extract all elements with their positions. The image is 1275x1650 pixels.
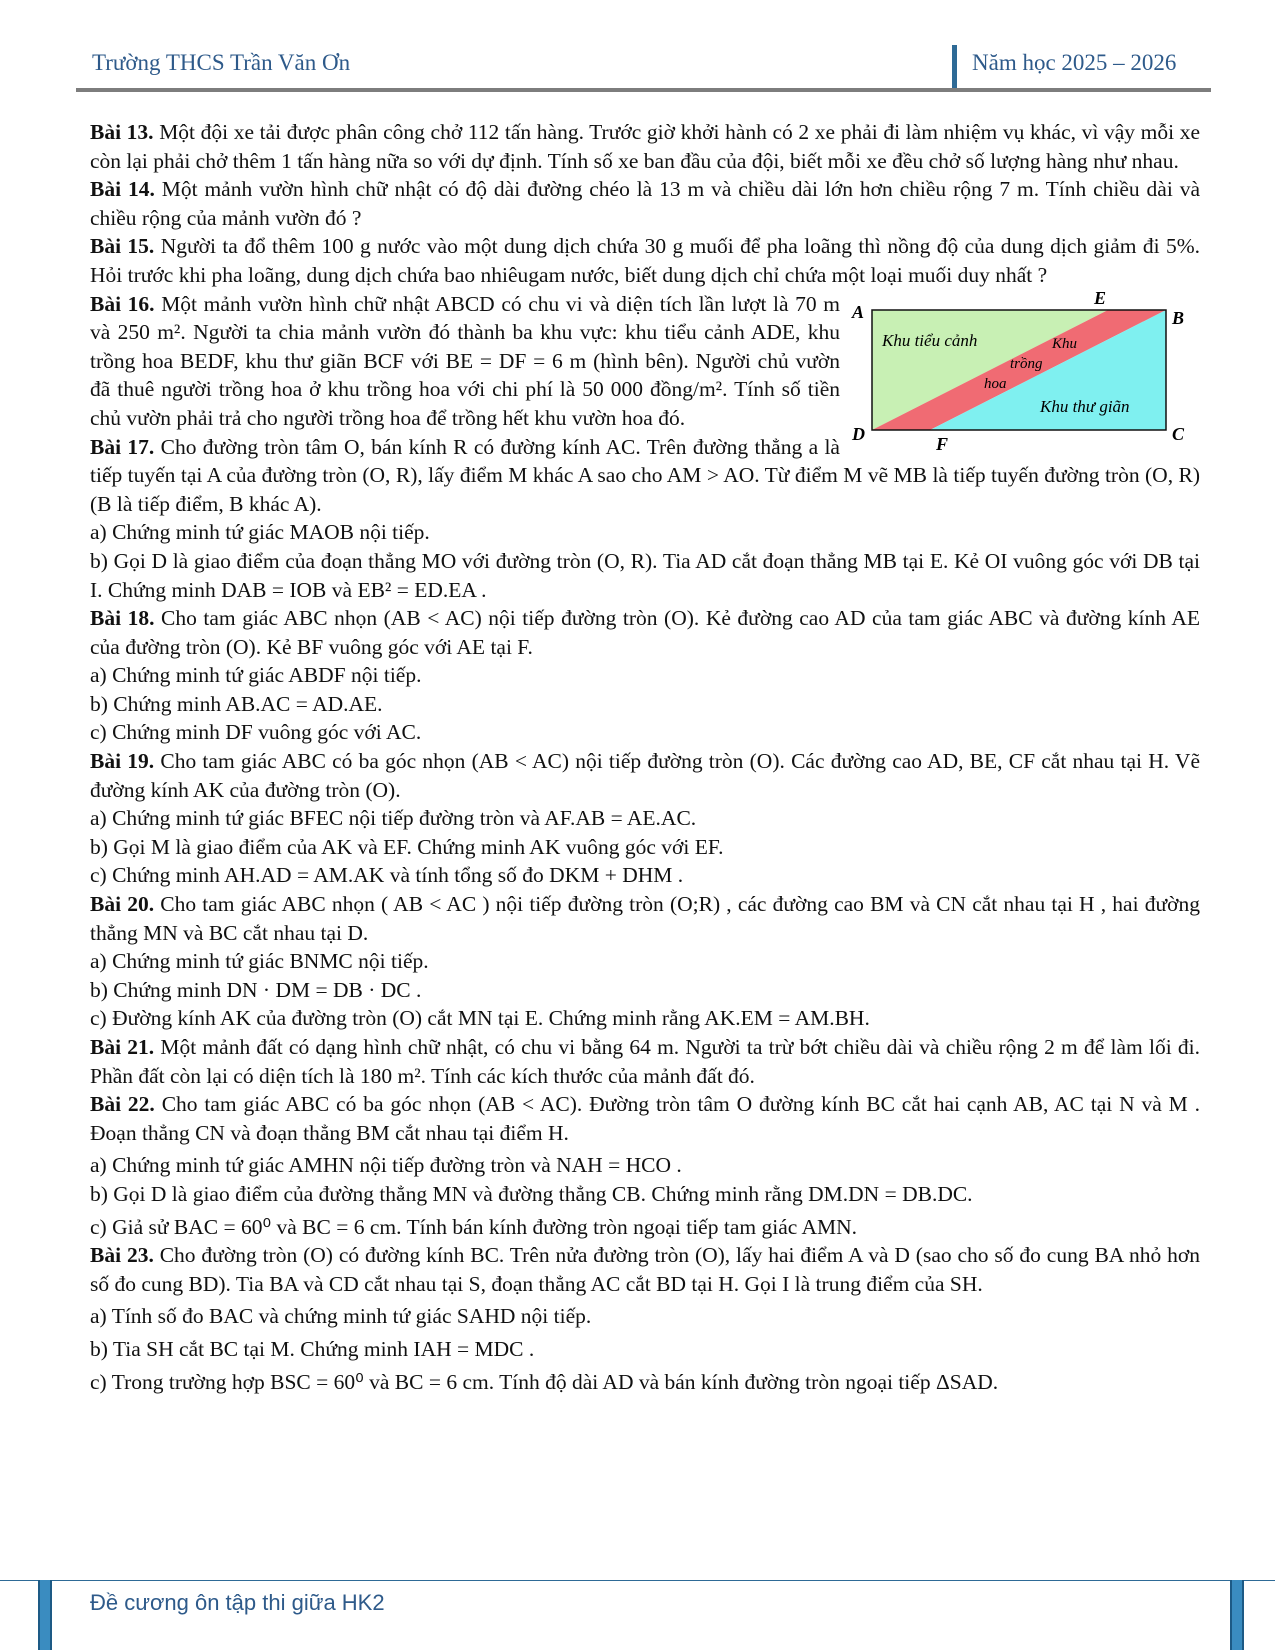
problem-label: Bài 15. [90,234,155,259]
zone-label-thu-gian: Khu thư giãn [1040,396,1130,416]
problem-text: Một mảnh vườn hình chữ nhật có độ dài đường chéo là 13 m và chiều dài lớn hơn chiều rộng 7 m. Tính chiều dài và chiều rộng của mảnh vườn đó ? [90,177,1200,230]
problem-18-b: b) Chứng minh AB.AC = AD.AE. [90,691,383,716]
problem-text: Người ta đổ thêm 100 g nước vào một dung dịch chứa 30 g muối để pha loãng thì nồng độ của dung dịch giảm đi 5%. Hỏi trước khi pha loãng, dung dịch chứa bao nhiêugam nước, biết dung dịch chỉ chứa một loại muối duy nhất ? [90,234,1201,287]
garden-figure [850,290,1200,460]
problem-19-a: a) Chứng minh tứ giác BFEC nội tiếp đường tròn và AF.AB = AE.AC. [90,806,697,831]
problem-15 [90,232,1200,289]
label-a: A [852,301,865,322]
problem-13 [90,118,1200,175]
school-year: Năm học 2025 – 2026 [972,50,1177,75]
problem-text: Cho tam giác ABC nhọn (AB < AC) nội tiếp đường tròn (O). Kẻ đường cao AD của tam giác ABC và đường kính AE của đường tròn (O). Kẻ BF vuông góc với AE tại F. [90,606,1200,659]
problem-17-a: a) Chứng minh tứ giác MAOB nội tiếp. [90,520,430,545]
zone-label-trong: trồng [1010,355,1043,372]
problem-text: Cho đường tròn (O) có đường kính BC. Trên nửa đường tròn (O), lấy hai điểm A và D (sao cho số đo cung BA nhỏ hơn số đo cung BD). Tia BA và CD cắt nhau tại S, đoạn thẳng AC cắt BD tại H. Gọi I là trung điểm của SH. [90,1243,1201,1296]
zone-label-khu: Khu [1052,335,1078,352]
garden-diagram [850,290,1200,455]
footer-bar-right [1230,1580,1244,1650]
zone-label-tieu-canh: Khu tiểu cảnh [882,330,978,350]
problem-text: Cho tam giác ABC có ba góc nhọn (AB < AC) nội tiếp đường tròn (O). Các đường cao AD, BE, CF cắt nhau tại H. Vẽ đường kính AK của đường tròn (O). [90,749,1201,802]
problem-label: Bài 14. [90,177,155,202]
problem-20 [90,890,1200,947]
problem-label: Bài 19. [90,749,155,774]
problem-label: Bài 17. [90,434,155,459]
header-rule [76,88,1211,92]
header-divider [952,45,957,89]
problem-23-b: b) Tia SH cắt BC tại M. Chứng minh IAH = MDC . [90,1336,535,1361]
zone-label-hoa: hoa [984,375,1007,392]
problem-label: Bài 20. [90,892,155,917]
problem-label: Bài 22. [90,1092,155,1117]
problem-18-a: a) Chứng minh tứ giác ABDF nội tiếp. [90,663,422,688]
problem-22-c: c) Giả sử BAC = 60⁰ và BC = 6 cm. Tính bán kính đường tròn ngoại tiếp tam giác AMN. [90,1214,858,1239]
school-name: Trường THCS Trần Văn Ơn [92,50,351,75]
problem-22-a: a) Chứng minh tứ giác AMHN nội tiếp đường tròn và NAH = HCO . [90,1153,682,1178]
footer-bar-left [38,1580,52,1650]
problem-19-c: c) Chứng minh AH.AD = AM.AK và tính tổng số đo DKM + DHM . [90,863,684,888]
footer-title: Đề cương ôn tập thi giữa HK2 [90,1590,385,1615]
problem-text: Một mảnh vườn hình chữ nhật ABCD có chu vi và diện tích lần lượt là 70 m và 250 m². Người ta chia mảnh vườn đó thành ba khu vực: khu tiểu cảnh ADE, khu trồng hoa BEDF, khu thư giãn BCF với BE = DF = 6 m (hình bên). Người chủ vườn đã thuê người trồng hoa ở khu trồng hoa với chi phí là 50 000 đồng/m². Tính số tiền chủ vườn phải trả cho người trồng hoa để trồng hết khu vườn hoa đó. [90,291,841,430]
problem-text: Cho tam giác ABC có ba góc nhọn (AB < AC). Đường tròn tâm O đường kính BC cắt hai cạnh AB, AC tại N và M . Đoạn thẳng CN và đoạn thẳng BM cắt nhau tại điểm H. [90,1092,1200,1145]
problem-label: Bài 18. [90,606,155,631]
problem-19-b: b) Gọi M là giao điểm của AK và EF. Chứng minh AK vuông góc với EF. [90,834,724,859]
label-f: F [936,433,949,454]
label-c: C [1172,423,1185,444]
problem-label: Bài 16. [90,291,155,316]
problem-20-c: c) Đường kính AK của đường tròn (O) cắt MN tại E. Chứng minh rằng AK.EM = AM.BH. [90,1006,870,1031]
problem-14 [90,175,1200,232]
problem-text: Một đội xe tải được phân công chở 112 tấn hàng. Trước giờ khởi hành có 2 xe phải đi làm nhiệm vụ khác, vì vậy mỗi xe còn lại phải chở thêm 1 tấn hàng nữa so với dự định. Tính số xe ban đầu của đội, biết mỗi xe đều chở số lượng hàng như nhau. [90,120,1200,173]
problem-label: Bài 21. [90,1035,155,1059]
problem-19 [90,747,1200,804]
problem-text: Một mảnh đất có dạng hình chữ nhật, có chu vi bằng 64 m. Người ta trừ bớt chiều dài và chiều rộng 2 m để làm lối đi. Phần đất còn lại có diện tích là 180 m². Tính các kích thước của mảnh đất đó. [90,1035,1200,1088]
problem-18 [90,604,1200,661]
problem-21 [90,1033,1200,1090]
problem-23-c: c) Trong trường hợp BSC = 60⁰ và BC = 6 cm. Tính độ dài AD và bán kính đường tròn ngoại tiếp ΔSAD. [90,1369,999,1394]
label-e: E [1094,289,1107,308]
problem-20-a: a) Chứng minh tứ giác BNMC nội tiếp. [90,949,429,974]
problem-23-a: a) Tính số đo BAC và chứng minh tứ giác SAHD nội tiếp. [90,1304,592,1329]
problem-22-b: b) Gọi D là giao điểm của đường thẳng MN và đường thẳng CB. Chứng minh rằng DM.DN = DB.DC. [90,1181,973,1206]
problem-22 [90,1090,1200,1147]
problem-20-b: b) Chứng minh DN · DM = DB · DC . [90,977,422,1002]
problem-label: Bài 23. [90,1243,154,1268]
problem-text: Cho đường tròn tâm O, bán kính R có đường kính AC. Trên đường thẳng a là tiếp tuyến tại A của đường tròn (O, R), lấy điểm M khác A sao cho AM > AO. Từ điểm M vẽ MB là tiếp tuyến đường tròn (O, R) (B là tiếp điểm, B khác A). [90,434,1200,516]
problem-17-b: b) Gọi D là giao điểm của đoạn thẳng MO với đường tròn (O, R). Tia AD cắt đoạn thẳng MB tại E. Kẻ OI vuông góc với DB tại I. Chứng minh DAB = IOB và EB² = ED.EA . [90,548,1200,602]
problem-23 [90,1241,1200,1298]
footer-rule [0,1580,1275,1581]
label-b: B [1172,307,1185,328]
problem-text: Cho tam giác ABC nhọn ( AB < AC ) nội tiếp đường tròn (O;R) , các đường cao BM và CN cắt nhau tại H , hai đường thẳng MN và BC cắt nhau tại D. [90,892,1200,945]
problem-label: Bài 13. [90,120,154,144]
problem-18-c: c) Chứng minh DF vuông góc với AC. [90,720,422,745]
label-d: D [852,423,865,444]
problem-list [90,118,1200,1396]
